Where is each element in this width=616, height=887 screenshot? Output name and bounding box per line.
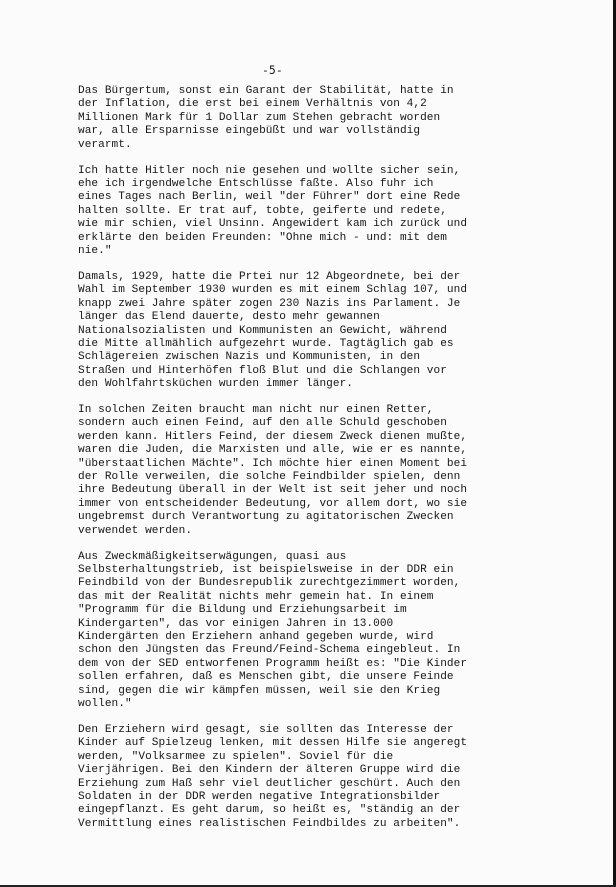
page-number: -5- — [262, 63, 283, 77]
paragraph-4: In solchen Zeiten braucht man nicht nur einen Retter, sondern auch einen Feind, auf den alle Schuld geschoben werden kann. Hitlers Feind, der diesem Zweck dienen mußte, waren die Juden, die Marxisten und alle, wie er es nannte, "überstaatlichen Mächte". Ich möchte hier einen Moment bei der Rolle verweilen, die solche Feindbilder spielen, denn ihre Bedeutung überall in der Welt ist seit jeher und noch immer von entscheidender Bedeutung, vor allem dort, wo sie ungebremst durch Verantwortung zu agitatorischen Zwecken verwendet werden. — [78, 404, 468, 537]
paragraph-2: Ich hatte Hitler noch nie gesehen und wollte sicher sein, ehe ich irgendwelche Entschlüsse faßte. Also fuhr ich eines Tages nach Berlin, weil "der Führer" dort eine Rede halten sollte. Er trat auf, tobte, geiferte und redete, wie mir schien, viel Unsinn. Angewidert kam ich zurück und erklärte den beiden Freunden: "Ohne mich - und: mit dem nie." — [78, 164, 468, 257]
paragraph-3: Damals, 1929, hatte die Prtei nur 12 Abgeordnete, bei der Wahl im September 1930 wurden es mit einem Schlag 107, und knapp zwei Jahre später zogen 230 Nazis ins Parlament. Je länger das Elend dauerte, desto mehr gewannen Nationalsozialisten und Kommunisten an Gewicht, während die Mitte allmählich aufgezehrt wurde. Tagtäglich gab es Schlägereien zwischen Nazis und Kommunisten, in den Straßen und Hinterhöfen floß Blut und die Schlangen vor den Wohlfahrtsküchen wurden immer länger. — [78, 270, 468, 391]
paragraph-5: Aus Zweckmäßigkeitserwägungen, quasi aus Selbsterhaltungstrieb, ist beispielsweise in der DDR ein Feindbild von der Bundesrepublik zurechtgezimmert worden, das mit der Realität nichts mehr gemein hat. In einem "Programm für die Bildung und Erziehungsarbeit im Kindergarten", das vor einigen Jahren in 13.000 Kindergärten den Erziehern anhand gegeben wurde, wird schon den Jüngsten das Freund/Feind-Schema eingebleut. In dem von der SED entworfenen Programm heißt es: "Die Kinder sollen erfahren, daß es Menschen gibt, die unsere Feinde sind, gegen die wir kämpfen müssen, weil sie den Krieg wollen." — [78, 550, 468, 711]
body-text — [78, 85, 498, 844]
paragraph-6: Den Erziehern wird gesagt, sie sollten das Interesse der Kinder auf Spielzeug lenken, mit dessen Hilfe sie angeregt werden, "Volksarmee zu spielen". Soviel für die Vierjährigen. Bei den Kindern der älteren Gruppe wird die Erziehung zum Haß sehr viel deutlicher geschürt. Auch den Soldaten in der DDR werden negative Integrationsbilder eingepflanzt. Es geht darum, so heißt es, "ständig an der Vermittlung eines realistischen Feindbildes zu arbeiten". — [78, 723, 468, 830]
paragraph-1: Das Bürgertum, sonst ein Garant der Stabilität, hatte in der Inflation, die erst bei einem Verhältnis von 4,2 Millionen Mark für 1 Dollar zum Stehen gebracht worden war, alle Ersparnisse eingebüßt und war vollständig verarmt. — [78, 85, 454, 151]
